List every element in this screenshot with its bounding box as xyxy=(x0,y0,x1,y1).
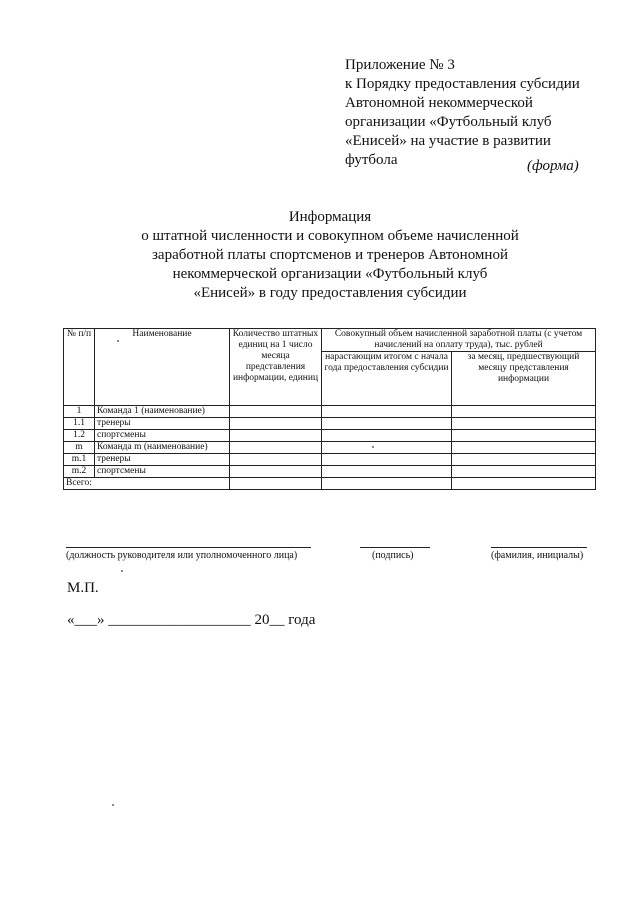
date-day-blank: ___ xyxy=(74,612,97,628)
row-count-cell xyxy=(230,418,322,430)
row-cumulative-cell xyxy=(322,442,452,454)
row-cumulative-cell xyxy=(322,454,452,466)
scan-speck xyxy=(372,446,374,448)
title-line: некоммерческой организации «Футбольный клуб xyxy=(172,266,488,282)
form-label: (форма) xyxy=(527,158,579,174)
row-name: тренеры xyxy=(95,418,230,430)
document-title xyxy=(110,208,550,303)
date-line xyxy=(67,612,315,629)
signature-line xyxy=(360,547,430,548)
table-row xyxy=(64,418,596,430)
appendix-line: «Енисей» на участие в развитии xyxy=(345,133,551,149)
date-suffix: года xyxy=(284,612,316,628)
row-month-cell xyxy=(452,454,596,466)
title-line: «Енисей» в году предоставления субсидии xyxy=(193,285,467,301)
scan-speck xyxy=(117,340,119,342)
row-month-cell xyxy=(452,442,596,454)
title-line: Информация xyxy=(288,209,372,225)
row-count-cell xyxy=(230,430,322,442)
header-cumulative: нарастающим итогом с начала года предоставления субсидии xyxy=(322,352,452,406)
name-label: (фамилия, инициалы) xyxy=(491,550,584,561)
name-signature-line xyxy=(491,547,587,548)
header-total: Совокупный объем начисленной заработной платы (с учетом начислений на оплату труда), тыс. рублей xyxy=(322,329,596,352)
row-count-cell xyxy=(230,466,322,478)
position-signature-line xyxy=(66,547,311,548)
row-name: спортсмены xyxy=(95,430,230,442)
appendix-line: футбола xyxy=(345,152,398,168)
position-label: (должность руководителя или уполномоченного лица) xyxy=(66,550,298,561)
row-month-cell xyxy=(452,418,596,430)
row-num: m.2 xyxy=(64,466,95,478)
header-count: Количество штатных единиц на 1 число месяца представления информации, единиц xyxy=(230,329,322,406)
date-year-prefix: 20 xyxy=(254,612,270,628)
table-row xyxy=(64,430,596,442)
row-month-cell xyxy=(452,466,596,478)
row-count-cell xyxy=(230,406,322,418)
row-cumulative-cell xyxy=(322,430,452,442)
table-row xyxy=(64,454,596,466)
header-month: за месяц, предшествующий месяцу представления информации xyxy=(452,352,596,406)
row-count-cell xyxy=(230,454,322,466)
title-line: заработной платы спортсменов и тренеров Автономной xyxy=(152,247,508,263)
appendix-line: Приложение № 3 xyxy=(345,57,455,73)
row-count-cell xyxy=(230,442,322,454)
row-num: m.1 xyxy=(64,454,95,466)
appendix-line: организации «Футбольный клуб xyxy=(345,114,552,130)
total-count-cell xyxy=(230,478,322,490)
total-month-cell xyxy=(452,478,596,490)
header-num: № п/п xyxy=(64,329,95,406)
appendix-line: к Порядку предоставления субсидии xyxy=(345,76,580,92)
stamp-label: М.П. xyxy=(67,580,99,596)
scan-speck xyxy=(121,570,123,572)
row-cumulative-cell xyxy=(322,466,452,478)
scan-speck xyxy=(112,804,114,806)
appendix-header xyxy=(345,56,610,170)
row-name: Команда m (наименование) xyxy=(95,442,230,454)
date-month-blank: ___________________ xyxy=(108,612,251,628)
row-name: тренеры xyxy=(95,454,230,466)
row-month-cell xyxy=(452,406,596,418)
table-row xyxy=(64,442,596,454)
date-open-quote: « xyxy=(67,612,75,628)
row-cumulative-cell xyxy=(322,406,452,418)
total-cumulative-cell xyxy=(322,478,452,490)
date-close-quote: » xyxy=(97,612,105,628)
table-row xyxy=(64,406,596,418)
signature-label: (подпись) xyxy=(372,550,414,561)
title-line: о штатной численности и совокупном объеме начисленной xyxy=(141,228,519,244)
row-num: m xyxy=(64,442,95,454)
row-num: 1.2 xyxy=(64,430,95,442)
row-month-cell xyxy=(452,430,596,442)
row-cumulative-cell xyxy=(322,418,452,430)
date-year-blank: __ xyxy=(269,612,285,628)
total-label: Всего: xyxy=(64,478,230,490)
table-total-row xyxy=(64,478,596,490)
row-num: 1.1 xyxy=(64,418,95,430)
row-num: 1 xyxy=(64,406,95,418)
info-table xyxy=(63,328,596,490)
header-name: Наименование xyxy=(95,329,230,406)
row-name: Команда 1 (наименование) xyxy=(95,406,230,418)
appendix-line: Автономной некоммерческой xyxy=(345,95,533,111)
row-name: спортсмены xyxy=(95,466,230,478)
table-row xyxy=(64,466,596,478)
